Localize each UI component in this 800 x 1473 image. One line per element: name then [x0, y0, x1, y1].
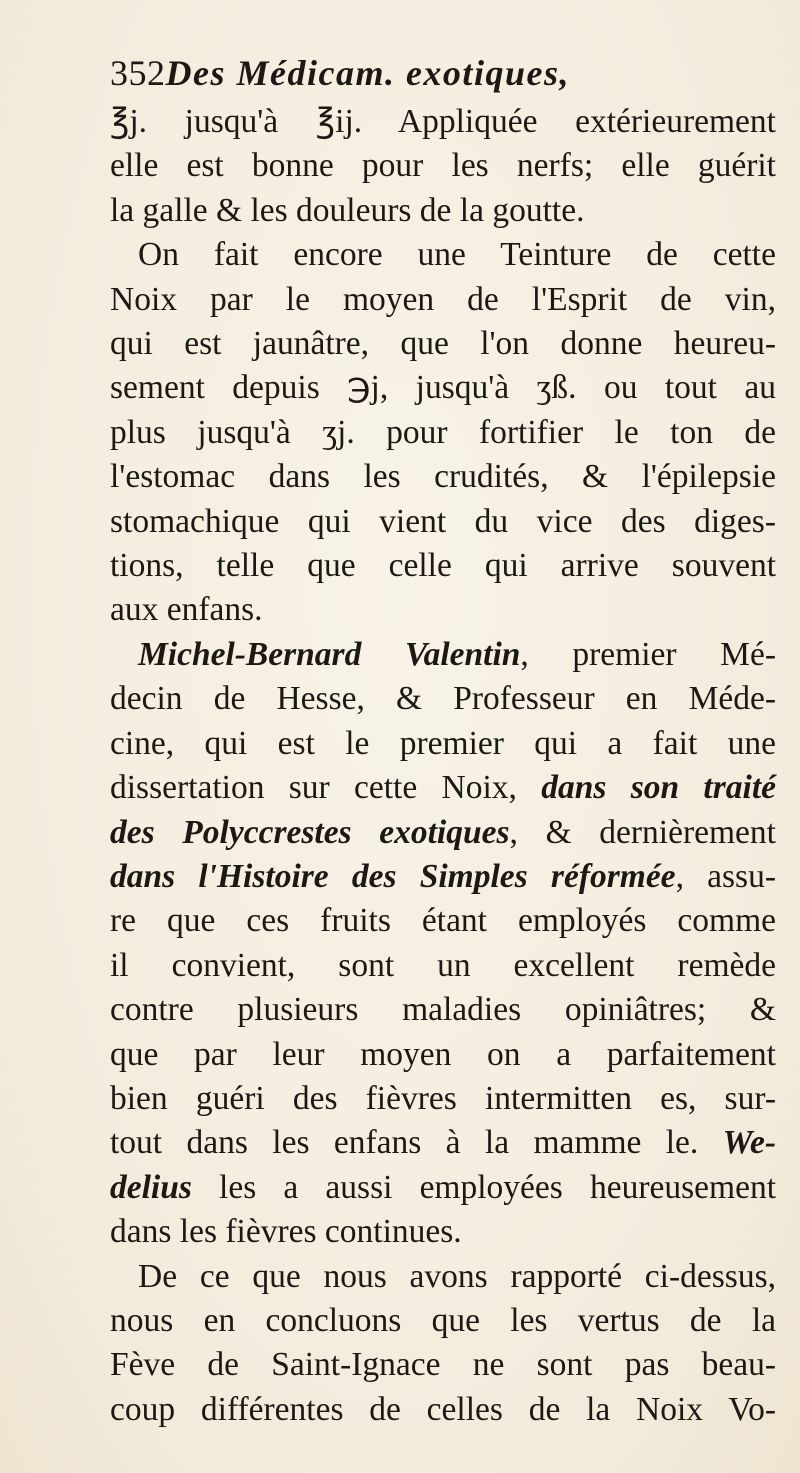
text-line [110, 1255, 776, 1299]
text-run: tout dans les enfans à la mamme le. [110, 1124, 723, 1162]
text-line [110, 278, 776, 322]
text-line [110, 588, 776, 632]
text-run: , & dernièrement [509, 813, 776, 851]
text-line [110, 855, 776, 899]
text-run: , premier Mé- [520, 635, 776, 673]
text-run: ℥j. jusqu'à ℥ij. Appliquée extérieurement [110, 103, 776, 140]
text-line [110, 677, 776, 721]
text-run: On fait encore une Teinture de cette [138, 236, 776, 274]
text-run: Noix par le moyen de l'Esprit de vin, [110, 280, 776, 318]
text-run: , assu- [675, 857, 776, 895]
text-line [110, 366, 776, 410]
text-line [110, 1077, 776, 1121]
italic-run: delius [110, 1168, 192, 1206]
text-line [110, 1210, 776, 1254]
text-run: dans les fièvres continues. [110, 1213, 462, 1251]
text-run: dissertation sur cette Noix, [110, 769, 542, 807]
text-run: sement depuis ℈j, jusqu'à ʒß. ou tout au [110, 369, 776, 407]
text-run: que par leur moyen on a parfaitement [110, 1035, 776, 1073]
page-number: 352 [110, 53, 166, 93]
text-run: l'estomac dans les crudités, & l'épilepsie [110, 458, 776, 496]
text-run: bien guéri des fièvres intermitten es, sur- [110, 1079, 776, 1117]
text-line [110, 189, 776, 233]
text-run: plus jusqu'à ʒj. pour fortifier le ton de [110, 413, 776, 451]
text-run: Fève de Saint-Ignace ne sont pas beau- [110, 1346, 776, 1384]
italic-run: dans l'Histoire des Simples réformée [110, 857, 676, 895]
text-run: tions, telle que celle qui arrive souvent [110, 547, 776, 585]
text-run: stomachique qui vient du vice des diges- [110, 502, 776, 540]
text-run: re que ces fruits étant employés comme [110, 902, 776, 940]
text-line [110, 1299, 776, 1343]
running-header [110, 52, 750, 94]
text-run: qui est jaunâtre, que l'on donne heureu- [110, 325, 776, 363]
text-run: la galle & les douleurs de la goutte. [110, 191, 585, 229]
text-line [110, 500, 776, 544]
text-run: il convient, sont un excellent remède [110, 946, 776, 984]
text-line [110, 899, 776, 943]
text-run: les a aussi employées heureusement [191, 1168, 776, 1206]
text-line [110, 100, 776, 144]
body-text [110, 100, 776, 1432]
text-line [110, 144, 776, 188]
text-line [110, 766, 776, 810]
text-run: cine, qui est le premier qui a fait une [110, 724, 776, 762]
text-run: coup différentes de celles de la Noix Vo- [110, 1390, 776, 1428]
text-run: nous en concluons que les vertus de la [110, 1301, 776, 1339]
text-run: contre plusieurs maladies opiniâtres; & [110, 991, 776, 1029]
text-line [110, 233, 776, 277]
text-run: aux enfans. [110, 591, 263, 629]
running-title: Des Médicam. exotiques, [165, 53, 570, 93]
text-line [110, 411, 776, 455]
text-line [110, 544, 776, 588]
italic-run: des Polyccrestes exotiques [110, 813, 510, 851]
text-run: elle est bonne pour les nerfs; elle guérit [110, 147, 776, 185]
text-line [110, 722, 776, 766]
text-line [110, 1388, 776, 1432]
text-run: De ce que nous avons rapporté ci-dessus, [138, 1257, 776, 1295]
text-line [110, 1121, 776, 1165]
italic-run: Michel-Bernard Valentin [138, 635, 521, 673]
text-line [110, 1033, 776, 1077]
text-line [110, 322, 776, 366]
text-run: decin de Hesse, & Professeur en Méde- [110, 680, 776, 718]
text-line [110, 811, 776, 855]
text-line [110, 944, 776, 988]
text-line [110, 455, 776, 499]
text-line [110, 633, 776, 677]
italic-run: We- [722, 1124, 776, 1162]
text-line [110, 988, 776, 1032]
text-line [110, 1343, 776, 1387]
italic-run: dans son traité [541, 769, 776, 807]
text-line [110, 1166, 776, 1210]
